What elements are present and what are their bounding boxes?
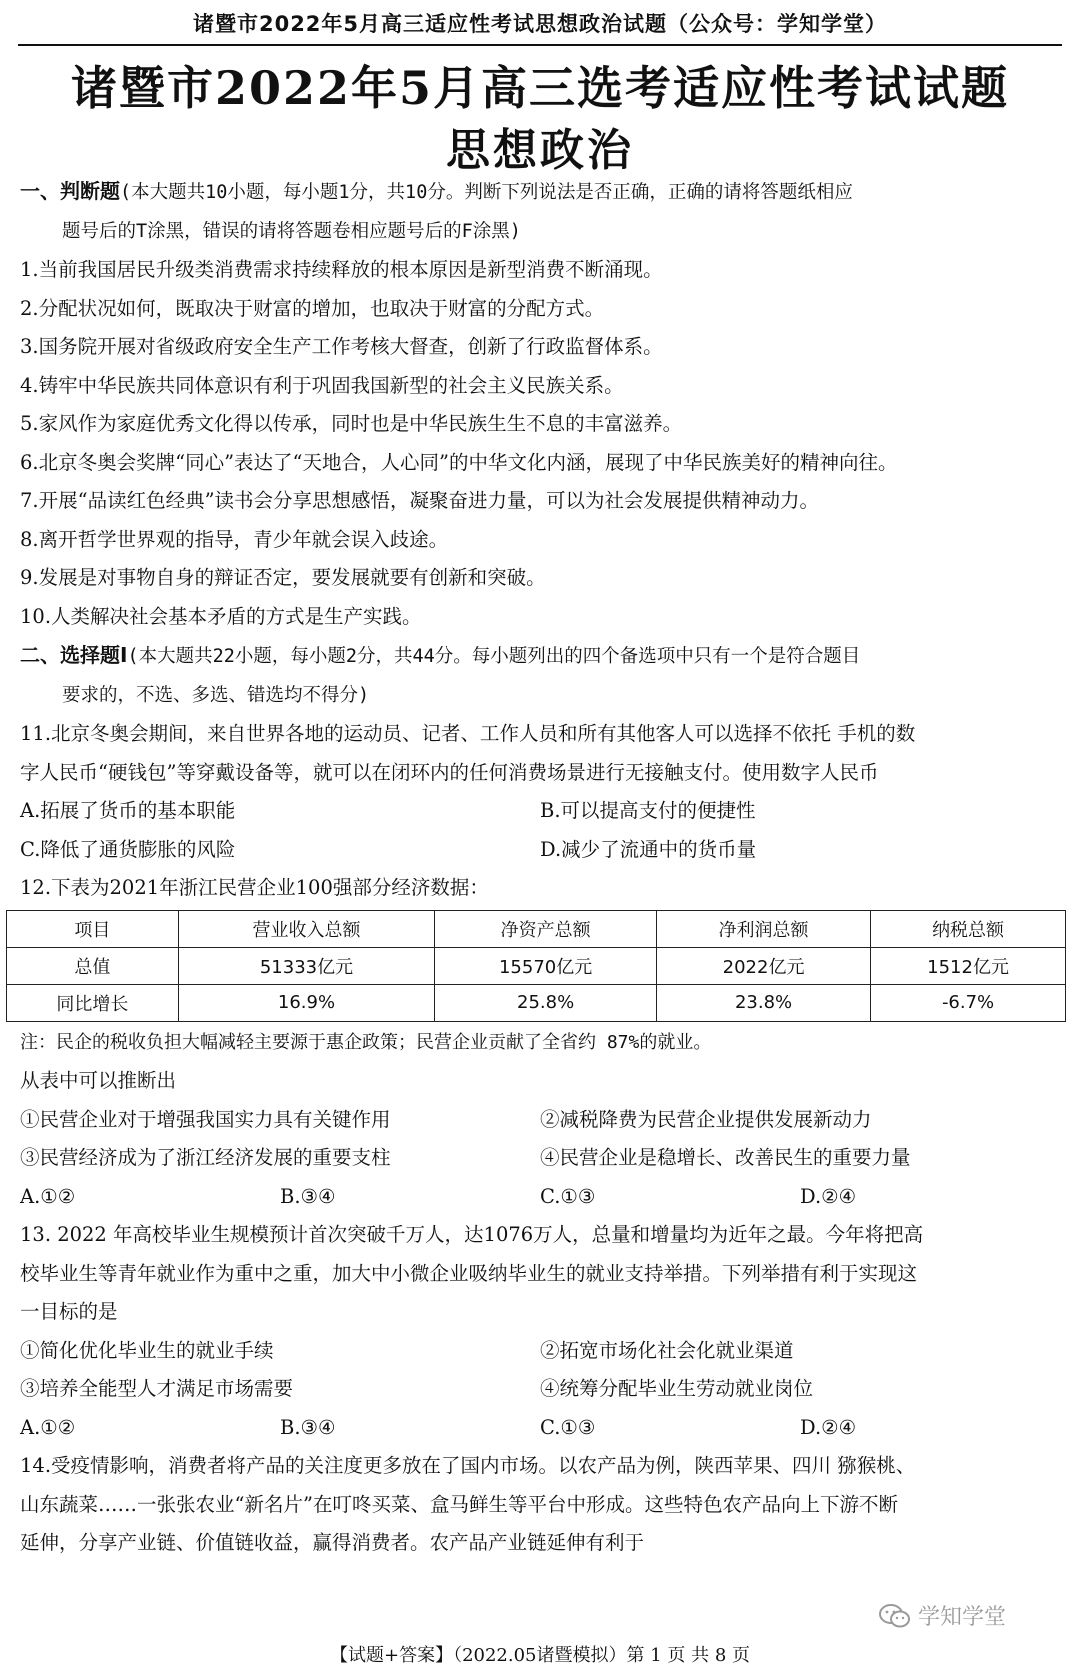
table-row <box>7 984 1066 1021</box>
q11-options-row1 <box>20 792 1065 831</box>
q13-stem-line2: 校毕业生等青年就业作为重中之重，加大中小微企业吸纳毕业生的就业支持举措。下列举措有利于实现这 <box>20 1261 918 1285</box>
q12-table-note: 注：民企的税收负担大幅减轻主要源于惠企政策；民营企业贡献了全省约 87%的就业。 <box>20 1031 712 1053</box>
section2-note: (本大题共22小题，每小题2分，共44分。每小题列出的四个备选项中只有一个是符合题目 <box>127 646 861 667</box>
q13-option-a: A.①② <box>20 1415 76 1439</box>
q12-statements-row1 <box>20 1101 1065 1140</box>
exam-title: 诸暨市2022年5月高三选考适应性考试试题 <box>70 61 1010 115</box>
q12-option-c: C.①③ <box>540 1184 596 1208</box>
q12-options <box>20 1178 1065 1217</box>
tf-question-6: 6.北京冬奥会奖牌“同心”表达了“天地合，人心同”的中华文化内涵，展现了中华民族美好的精神向往。 <box>20 450 898 474</box>
tf-question-8: 8.离开哲学世界观的指导，青少年就会误入歧途。 <box>20 527 449 551</box>
tf-question-5: 5.家风作为家庭优秀文化得以传承，同时也是中华民族生生不息的丰富滋养。 <box>20 412 683 435</box>
table-row <box>7 947 1066 984</box>
q12-statements-row2 <box>20 1139 1065 1178</box>
section2-heading <box>20 636 1065 677</box>
table-cell: 23.8% <box>657 984 871 1021</box>
watermark <box>878 1600 1006 1631</box>
section2-note-cont: 要求的，不选、多选、错选均不得分) <box>62 684 370 706</box>
table-header-cell: 纳税总额 <box>871 910 1066 947</box>
q12-statement-4: ④民营企业是稳增长、改善民生的重要力量 <box>540 1146 911 1169</box>
q12-option-a: A.①② <box>20 1184 76 1208</box>
table-cell: 51333亿元 <box>178 947 434 984</box>
section2-title: 二、选择题Ⅰ <box>20 643 128 667</box>
q12-option-d: D.②④ <box>800 1184 857 1208</box>
q13-statement-2: ②拓宽市场化社会化就业渠道 <box>540 1338 794 1362</box>
q12-stem: 从表中可以推断出 <box>20 1069 177 1092</box>
q13-option-b: B.③④ <box>280 1415 336 1439</box>
q13-options <box>20 1409 1065 1448</box>
tf-question-2: 2.分配状况如何，既取决于财富的增加，也取决于财富的分配方式。 <box>20 296 605 320</box>
q11-stem-line1: 11.北京冬奥会期间，来自世界各地的运动员、记者、工作人员和所有其他客人可以选择不依托 手机的数 <box>20 722 916 745</box>
q13-stem-line3: 一目标的是 <box>20 1300 118 1323</box>
table-cell: 同比增长 <box>7 984 179 1021</box>
q13-statement-1: ①简化优化毕业生的就业手续 <box>20 1338 274 1362</box>
q11-option-d: D.减少了流通中的货币量 <box>540 837 757 861</box>
section1-note: (本大题共10小题，每小题1分，共10分。判断下列说法是否正确，正确的请将答题纸相应 <box>120 182 853 203</box>
q13-option-c: C.①③ <box>540 1415 596 1439</box>
tf-question-10: 10.人类解决社会基本矛盾的方式是生产实践。 <box>20 604 422 628</box>
q14-stem-line1: 14.受疫情影响，消费者将产品的关注度更多放在了国内市场。以农产品为例，陕西苹果、四川 猕猴桃、 <box>20 1454 916 1477</box>
q13-statement-3: ③培养全能型人才满足市场需要 <box>20 1377 294 1400</box>
section1-note-cont: 题号后的T涂黑，错误的请将答题卷相应题号后的F涂黑) <box>62 220 521 242</box>
q12-option-b: B.③④ <box>280 1184 336 1208</box>
q12-intro: 12.下表为2021年浙江民营企业100强部分经济数据： <box>20 876 489 899</box>
table-cell: 1512亿元 <box>871 947 1066 984</box>
tf-question-7: 7.开展“品读红色经典”读书会分享思想感悟，凝聚奋进力量，可以为社会发展提供精神动力。 <box>20 489 820 512</box>
table-cell: 16.9% <box>178 984 434 1021</box>
q11-stem-line2: 字人民币“硬钱包”等穿戴设备等，就可以在闭环内的任何消费场景进行无接触支付。使用数字人民币 <box>20 760 879 784</box>
table-cell: 2022亿元 <box>657 947 871 984</box>
q12-data-table <box>6 910 1066 1022</box>
q13-statements-row2 <box>20 1370 1065 1409</box>
table-cell: 总值 <box>7 947 179 984</box>
table-cell: -6.7% <box>871 984 1066 1021</box>
q11-option-a: A.拓展了货币的基本职能 <box>20 799 236 822</box>
page-footer: 【试题+答案】（2022.05诸暨模拟）第 1 页 共 8 页 <box>329 1645 751 1666</box>
q12-statement-3: ③民营经济成为了浙江经济发展的重要支柱 <box>20 1146 391 1169</box>
wechat-icon <box>878 1603 912 1629</box>
tf-question-9: 9.发展是对事物自身的辩证否定，要发展就要有创新和突破。 <box>20 566 546 589</box>
q13-statements-row1 <box>20 1332 1065 1371</box>
header-divider <box>18 44 1062 46</box>
tf-question-3: 3.国务院开展对省级政府安全生产工作考核大督查，创新了行政监督体系。 <box>20 335 663 358</box>
table-cell: 25.8% <box>435 984 657 1021</box>
table-header-cell: 营业收入总额 <box>178 910 434 947</box>
q13-statement-4: ④统筹分配毕业生劳动就业岗位 <box>540 1377 814 1400</box>
subject-title: 思想政治 <box>446 125 634 176</box>
table-cell: 15570亿元 <box>435 947 657 984</box>
q12-statement-1: ①民营企业对于增强我国实力具有关键作用 <box>20 1107 391 1131</box>
q14-stem-line2: 山东蔬菜……一张张农业“新名片”在叮咚买菜、盒马鲜生等平台中形成。这些特色农产品向上下游不断 <box>20 1492 898 1516</box>
exam-content <box>20 172 1065 1563</box>
q11-options-row2 <box>20 831 1065 870</box>
q13-stem-line1: 13. 2022 年高校毕业生规模预计首次突破千万人，达1076万人，总量和增量均为近年之最。今年将把高 <box>20 1223 924 1246</box>
q12-statement-2: ②减税降费为民营企业提供发展新动力 <box>540 1107 872 1131</box>
q11-option-b: B.可以提高支付的便捷性 <box>540 799 756 822</box>
table-header-cell: 净资产总额 <box>435 910 657 947</box>
section1-heading <box>20 172 1065 213</box>
table-header-cell: 净利润总额 <box>657 910 871 947</box>
q14-stem-line3: 延伸，分享产业链、价值链收益，赢得消费者。农产品产业链延伸有利于 <box>20 1531 645 1554</box>
tf-question-1: 1.当前我国居民升级类消费需求持续释放的根本原因是新型消费不断涌现。 <box>20 258 663 281</box>
section1-title: 一、判断题 <box>20 179 120 203</box>
q11-option-c: C.降低了通货膨胀的风险 <box>20 837 236 861</box>
table-header-row <box>7 910 1066 947</box>
watermark-text: 学知学堂 <box>918 1605 1007 1630</box>
q13-option-d: D.②④ <box>800 1415 857 1439</box>
table-header-cell: 项目 <box>7 910 179 947</box>
tf-question-4: 4.铸牢中华民族共同体意识有利于巩固我国新型的社会主义民族关系。 <box>20 373 624 397</box>
page-header: 诸暨市2022年5月高三适应性考试思想政治试题（公众号：学知学堂） <box>192 12 888 36</box>
